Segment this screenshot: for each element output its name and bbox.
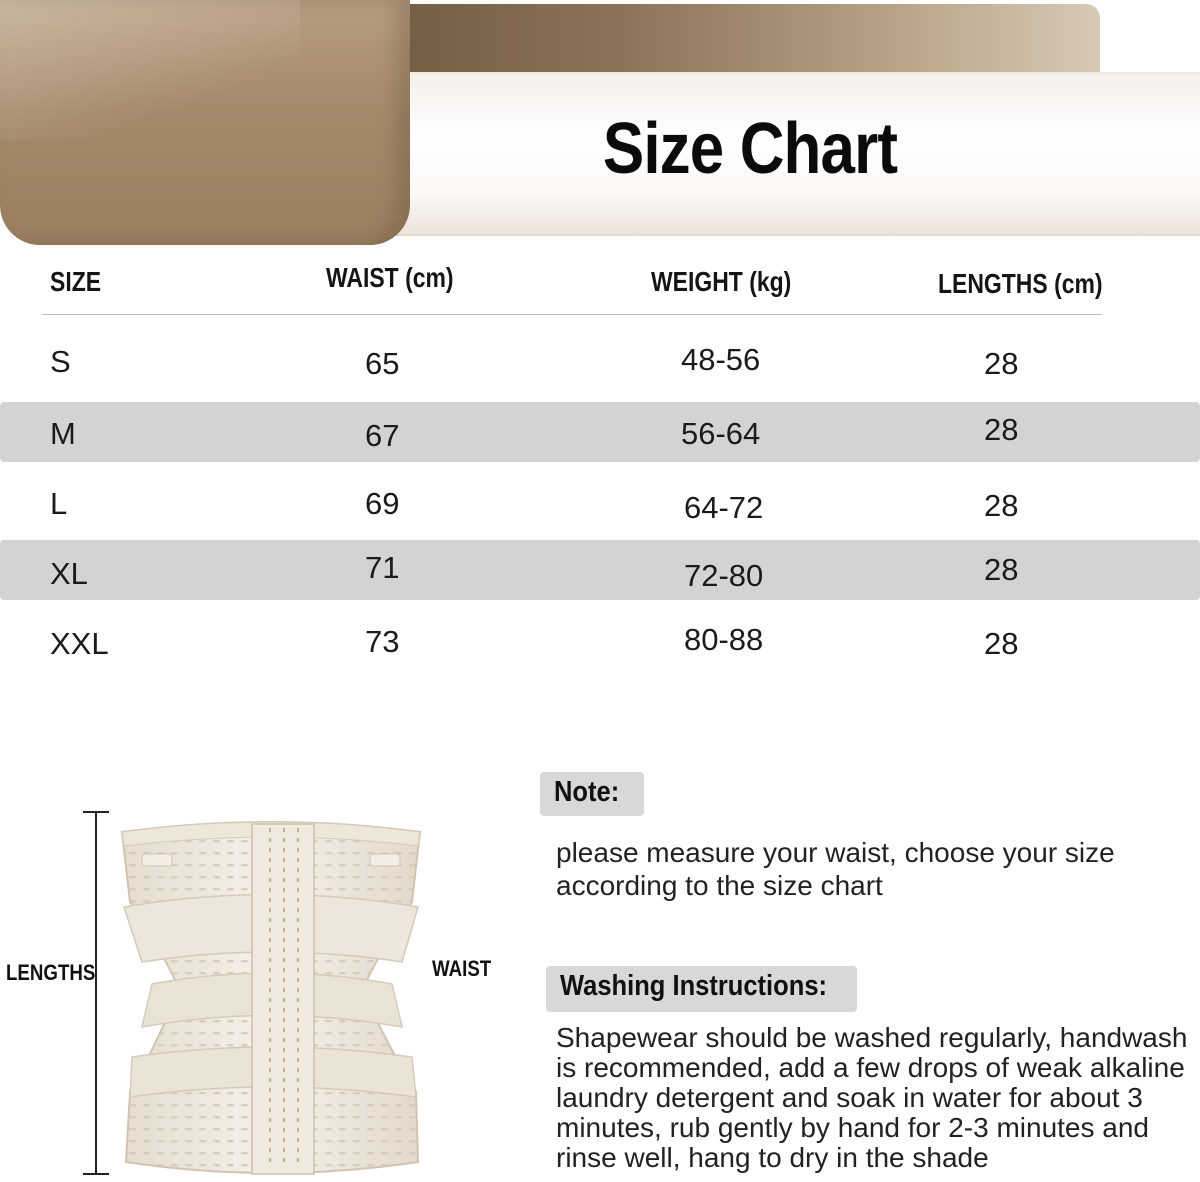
weight-cell: 48-56	[681, 342, 761, 377]
table-row	[0, 472, 1200, 532]
header-banner	[0, 0, 1200, 250]
weight-cell: 80-88	[684, 622, 764, 657]
waist-cell: 65	[365, 346, 400, 381]
length-cell: 28	[984, 488, 1019, 523]
column-header-weight: WEIGHT (kg)	[651, 266, 792, 297]
length-cell: 28	[984, 552, 1019, 587]
size-cell: S	[50, 344, 71, 379]
washing-text-line-2: is recommended, add a few drops of weak alkaline	[556, 1052, 1185, 1083]
table-row	[0, 402, 1200, 462]
note-heading: Note:	[540, 772, 644, 816]
header-divider	[42, 314, 1102, 315]
note-text-line-2: according to the size chart	[556, 870, 883, 901]
column-header-lengths: LENGTHS (cm)	[938, 268, 1103, 299]
weight-cell: 56-64	[681, 416, 761, 451]
weight-cell: 64-72	[684, 490, 764, 525]
table-row	[0, 330, 1200, 390]
length-cell: 28	[984, 346, 1019, 381]
length-cell: 28	[984, 626, 1019, 661]
washing-text-line-1: Shapewear should be washed regularly, handwash	[556, 1022, 1188, 1053]
banner-band-curl	[0, 0, 410, 245]
waist-cell: 67	[365, 418, 400, 453]
washing-text-line-5: rinse well, hang to dry in the shade	[556, 1142, 989, 1173]
waist-cell: 71	[365, 550, 400, 585]
table-row	[0, 540, 1200, 600]
size-cell: XL	[50, 556, 88, 591]
washing-text-line-4: minutes, rub gently by hand for 2-3 minutes and	[556, 1112, 1150, 1143]
washing-text-line-3: laundry detergent and soak in water for about 3	[556, 1082, 1143, 1113]
size-cell: L	[50, 486, 68, 521]
page-title: Size Chart	[602, 109, 898, 189]
banner-shine	[0, 0, 300, 140]
waist-cell: 73	[365, 624, 400, 659]
weight-cell: 72-80	[684, 558, 764, 593]
note-text-line-1: please measure your waist, choose your size	[556, 837, 1115, 868]
column-header-waist: WAIST (cm)	[326, 262, 454, 293]
table-row	[0, 612, 1200, 672]
waist-trainer-image	[112, 812, 430, 1182]
size-cell: XXL	[50, 626, 109, 661]
length-tick-bottom	[83, 1173, 109, 1175]
waist-cell: 69	[365, 486, 400, 521]
lengths-label: LENGTHS	[6, 960, 96, 985]
size-cell: M	[50, 416, 76, 451]
length-measure-line	[95, 812, 97, 1174]
column-header-size: SIZE	[50, 266, 102, 297]
length-cell: 28	[984, 412, 1019, 447]
waist-label: WAIST	[432, 956, 492, 981]
washing-heading: Washing Instructions:	[546, 966, 857, 1012]
